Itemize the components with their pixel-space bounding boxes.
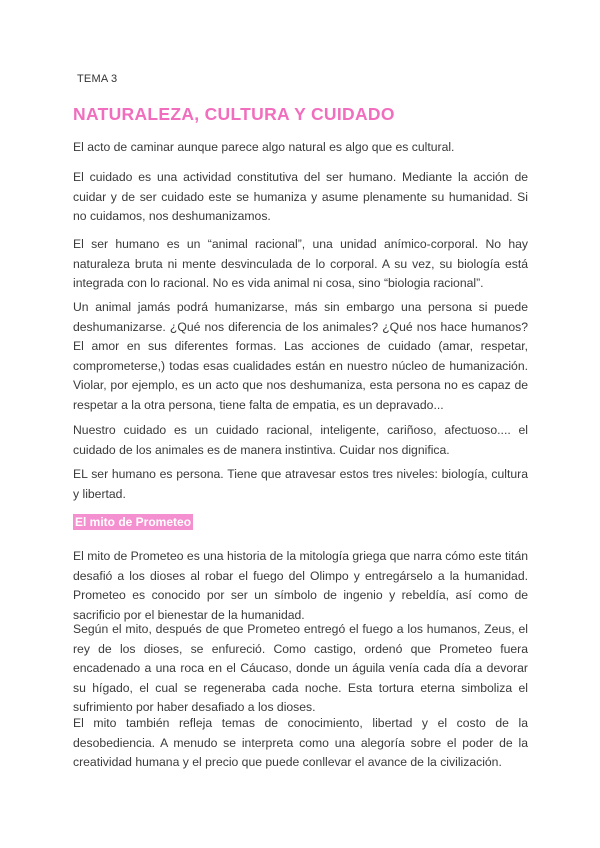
section-paragraph-3: El mito también refleja temas de conocimiento, libertad y el costo de la desobediencia. A menudo se interpreta como una alegoría sobre el poder de la creatividad humana y el precio que puede conllevar el avance de la civilización.: [73, 716, 528, 769]
paragraph-4: Un animal jamás podrá humanizarse, más sin embargo una persona si puede deshumanizarse. ¿Qué nos diferencia de los animales? ¿Qué nos hace humanos? El amor en sus diferentes formas. Las acciones de cuidado (amar, respetar, comprometerse,) todas esas cualidades están en nuestro núcleo de humanización. Violar, por ejemplo, es un acto que nos deshumaniza, esta persona no es capaz de respetar a la otra persona, tiene falta de empatia, es un depravado...: [73, 300, 528, 412]
paragraph-6: EL ser humano es persona. Tiene que atravesar estos tres niveles: biología, cultura y libertad.: [73, 467, 528, 501]
section-heading: El mito de Prometeo: [75, 515, 192, 529]
paragraph-3: El ser humano es un “animal racional”, una unidad anímico-corporal. No hay naturaleza bruta ni mente desvinculada de lo corporal. A su vez, su biología está integrada con lo racional. No es vida animal ni cosa, sino “biologia racional”.: [73, 237, 528, 290]
section-paragraph-1: El mito de Prometeo es una historia de la mitología griega que narra cómo este titán desafió a los dioses al robar el fuego del Olimpo y entregárselo a la humanidad. Prometeo es conocido por ser un símbolo de ingenio y rebeldía, así como de sacrificio por el bienestar de la humanidad.: [73, 549, 528, 622]
paragraph-1: El acto de caminar aunque parece algo natural es algo que es cultural.: [73, 140, 455, 154]
page-title: NATURALEZA, CULTURA Y CUIDADO: [73, 104, 395, 124]
section-paragraph-2: Según el mito, después de que Prometeo entregó el fuego a los humanos, Zeus, el rey de los dioses, se enfureció. Como castigo, ordenó que Prometeo fuera encadenado a una roca en el Cáucaso, donde un águila venía cada día a devorar su hígado, el cual se regeneraba cada noche. Esta tortura eterna simboliza el sufrimiento por haber desafiado a los dioses.: [73, 622, 528, 714]
paragraph-2: El cuidado es una actividad constitutiva del ser humano. Mediante la acción de cuidar y de ser cuidado este se humaniza y asume plenamente su humanidad. Si no cuidamos, nos deshumanizamos.: [73, 170, 528, 223]
unit-label: TEMA 3: [77, 73, 118, 85]
paragraph-5: Nuestro cuidado es un cuidado racional, inteligente, cariñoso, afectuoso.... el cuidado de los animales es de manera instintiva. Cuidar nos dignifica.: [73, 423, 528, 457]
